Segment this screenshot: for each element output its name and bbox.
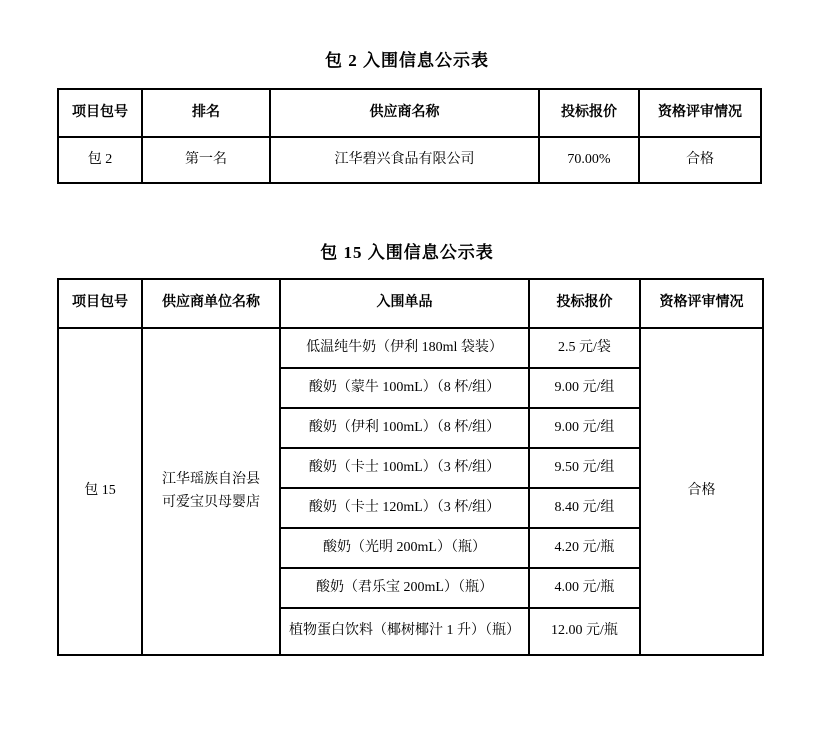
table1-header-supplier-name: 供应商名称	[270, 89, 539, 137]
table1-header-qualification: 资格评审情况	[639, 89, 761, 137]
table2-header-bid-price: 投标报价	[529, 279, 640, 328]
table2-cell-item-price: 4.00 元/瓶	[529, 568, 640, 608]
package15-table	[57, 278, 764, 656]
table2-cell-supplier-unit	[142, 328, 280, 655]
table2-cell-item-price: 4.20 元/瓶	[529, 528, 640, 568]
table1-cell-package-no: 包 2	[58, 137, 142, 183]
table2-cell-item-name: 酸奶（伊利 100mL）（8 杯/组）	[280, 408, 529, 448]
table2-title: 包 15 入围信息公示表	[320, 243, 494, 262]
table2-cell-item-price: 9.00 元/组	[529, 368, 640, 408]
table-row	[58, 137, 761, 183]
table1-cell-supplier-name: 江华碧兴食品有限公司	[270, 137, 539, 183]
table2-cell-item-name: 酸奶（君乐宝 200mL）（瓶）	[280, 568, 529, 608]
table2-cell-item-name: 酸奶（卡士 100mL）（3 杯/组）	[280, 448, 529, 488]
table2-cell-item-name: 酸奶（卡士 120mL）（3 杯/组）	[280, 488, 529, 528]
table2-cell-item-price: 9.50 元/组	[529, 448, 640, 488]
table2-header-supplier-unit: 供应商单位名称	[142, 279, 280, 328]
table2-cell-item-price: 8.40 元/组	[529, 488, 640, 528]
table1-cell-qualification: 合格	[639, 137, 761, 183]
table2-header-row	[58, 279, 763, 328]
table2-header-package-no: 项目包号	[58, 279, 142, 328]
table1-cell-rank: 第一名	[142, 137, 270, 183]
table2-cell-item-price: 2.5 元/袋	[529, 328, 640, 368]
table1-header-row	[58, 89, 761, 137]
table2-cell-item-name: 低温纯牛奶（伊利 180ml 袋装）	[280, 328, 529, 368]
supplier-unit-text: 江华瑶族自治县可爱宝贝母婴店	[161, 472, 260, 510]
table1-header-bid-price: 投标报价	[539, 89, 639, 137]
table2-header-shortlisted-item: 入围单品	[280, 279, 529, 328]
table2-cell-item-price: 9.00 元/组	[529, 408, 640, 448]
table2-header-qualification: 资格评审情况	[640, 279, 763, 328]
table2-cell-item-name: 酸奶（光明 200mL）（瓶）	[280, 528, 529, 568]
table-row	[58, 328, 763, 368]
table2-cell-package-no: 包 15	[58, 328, 142, 655]
table1-header-package-no: 项目包号	[58, 89, 142, 137]
table1-title: 包 2 入围信息公示表	[325, 51, 489, 70]
table2-cell-item-price: 12.00 元/瓶	[529, 608, 640, 655]
table2-cell-item-name: 植物蛋白饮料（椰树椰汁 1 升）（瓶）	[280, 608, 529, 655]
package2-table	[57, 88, 762, 184]
table1-cell-bid-price: 70.00%	[539, 137, 639, 183]
table2-cell-qualification: 合格	[640, 328, 763, 655]
table1-header-rank: 排名	[142, 89, 270, 137]
table2-cell-item-name: 酸奶（蒙牛 100mL）（8 杯/组）	[280, 368, 529, 408]
